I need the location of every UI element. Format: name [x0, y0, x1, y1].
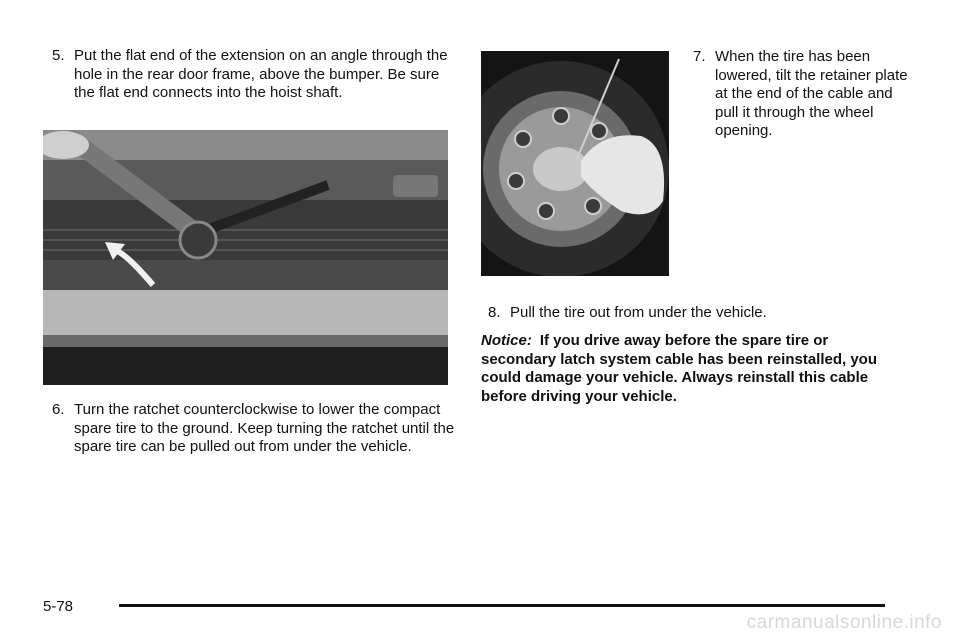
step-text: Pull the tire out from under the vehicle.: [510, 304, 767, 321]
notice-paragraph: [481, 332, 901, 406]
watermark-text: carmanualsonline.info: [746, 612, 942, 633]
ratchet-extension-photo: [43, 130, 448, 385]
step-5: [52, 47, 452, 103]
step-text: When the tire has been lowered, tilt the retainer plate at the end of the cable and pull it through the wheel opening.: [715, 48, 908, 139]
notice-text: If you drive away before the spare tire or secondary latch system cable has been reinstalled, you could damage your vehicle. Always reinstall this cable before driving your vehicle.: [481, 332, 877, 405]
step-text: Put the flat end of the extension on an angle through the hole in the rear door frame, above the bumper. Be sure the flat end connects into the hoist shaft.: [74, 47, 448, 101]
step-6: [52, 401, 462, 457]
step-7: [693, 48, 913, 141]
step-8: [488, 304, 908, 323]
step-number: 8.: [488, 304, 501, 321]
step-number: 6.: [52, 401, 65, 418]
page-number: 5-78: [43, 598, 74, 615]
spare-tire-photo: [481, 51, 669, 276]
step-number: 7.: [693, 48, 706, 65]
step-number: 5.: [52, 47, 65, 64]
step-text: Turn the ratchet counterclockwise to lower the compact spare tire to the ground. Keep turning the ratchet until the spare tire can be pulled out from under the vehicle.: [74, 401, 455, 455]
notice-label: Notice:: [481, 332, 532, 349]
footer-rule: [119, 604, 885, 607]
